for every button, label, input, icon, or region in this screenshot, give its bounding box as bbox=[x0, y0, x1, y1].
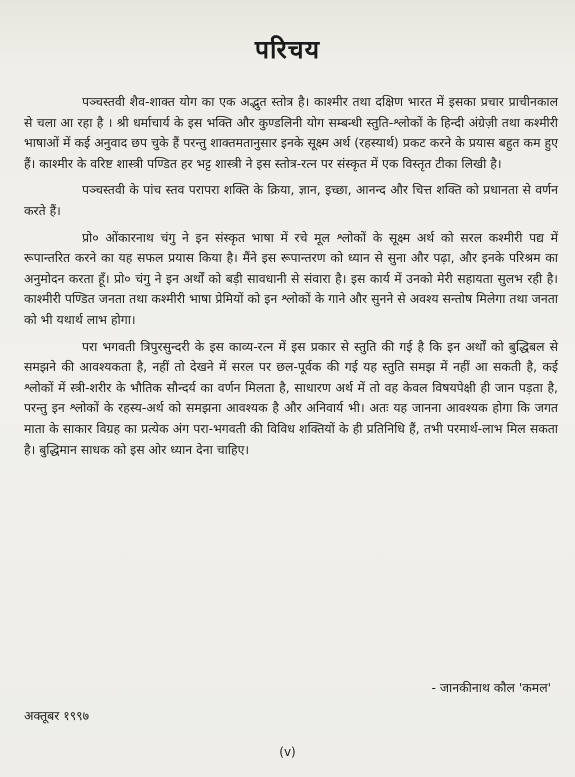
paragraph-1: पञ्चस्तवी शैव-शाक्त योग का एक अद्भुत स्तोत्र है। काश्मीर तथा दक्षिण भारत में इसका प्रचार प्राचीनकाल से चला आ रहा है । श्री धर्माचार्य के इस भक्ति और कुण्डलिनी योग सम्बन्धी स्तुति-श्लोकों के हिन्दी अंग्रेज़ी तथा कश्मीरी भाषाओं में कई अनुवाद छप चुके हैं परन्तु शाक्तमतानुसार इनके सूक्ष्म अर्थ (रहस्यार्थ) प्रकट करने के प्रयास बहुत कम हुए हैं। काश्मीर के वरिष्ट शास्त्री पण्डित हर भट्ट शास्त्री ने इस स्तोत्र-रत्न पर संस्कृत में एक विस्तृत टीका लिखी है। bbox=[24, 94, 558, 171]
author-signature: - जानकीनाथ कौल 'कमल' bbox=[431, 680, 551, 695]
paragraph-4: परा भगवती त्रिपुरसुन्दरी के इस काव्य-रत्न में इस प्रकार से स्तुति की गई है कि इन अर्थों को बुद्धिबल से समझने की आवश्यकता है, नहीं तो देखने में सरल पर छल-पूर्वक की गई यह स्तुति समझ में नहीं आ सकती है, कई श्लोकों में स्त्री-शरीर के भौतिक सौन्दर्य का वर्णन मिलता है, साधारण अर्थ में तो वह केवल विषयपेक्षी ही जान पड़ता है, परन्तु इन श्लोकों के रहस्य-अर्थ को समझना आवश्यक है और अनिवार्य भी। अतः यह जानना आवश्यक होगा कि जगत माता के साकार विग्रह का प्रत्येक अंग परा-भगवती की विविध शक्तियों के ही प्रतिनिधि हैं, तभी परमार्थ-लाभ मिल सकता है। बुद्धिमान साधक को इस ओर ध्यान देना चाहिए। bbox=[24, 338, 558, 457]
date-line: अक्तूबर १९९७ bbox=[24, 708, 90, 723]
page-number: (v) bbox=[279, 745, 296, 759]
body-text bbox=[24, 92, 558, 460]
page-title: परिचय bbox=[254, 35, 321, 64]
paragraph-2: पञ्चस्तवी के पांच स्तव परापरा शक्ति के क्रिया, ज्ञान, इच्छा, आनन्द और चित्त शक्ति को प्रधानता से वर्णन करते हैं। bbox=[24, 182, 558, 218]
paragraph-3: प्रो० ओंकारनाथ चंगु ने इन संस्कृत भाषा में रचे मूल श्लोकों के सूक्ष्म अर्थ को सरल कश्मीरी पद्य में रूपान्तरित करने का यह सफल प्रयास किया है। मैंने इस रूपान्तरण को ध्यान से सुना और पढ़ा, और इनके परिश्रम का अनुमोदन करता हूँ। प्रो० चंगु ने इन अर्थों को बड़ी सावधानी से संवारा है। इस कार्य में उनको मेरी सहायता सुलभ रही है। काश्मीरी पण्डित जनता तथा कश्मीरी भाषा प्रेमियों को इन श्लोकों के गाने और सुनने से अवश्य सन्तोष मिलेगा तथा जनता को भी यथार्थ लाभ होगा। bbox=[24, 229, 558, 327]
